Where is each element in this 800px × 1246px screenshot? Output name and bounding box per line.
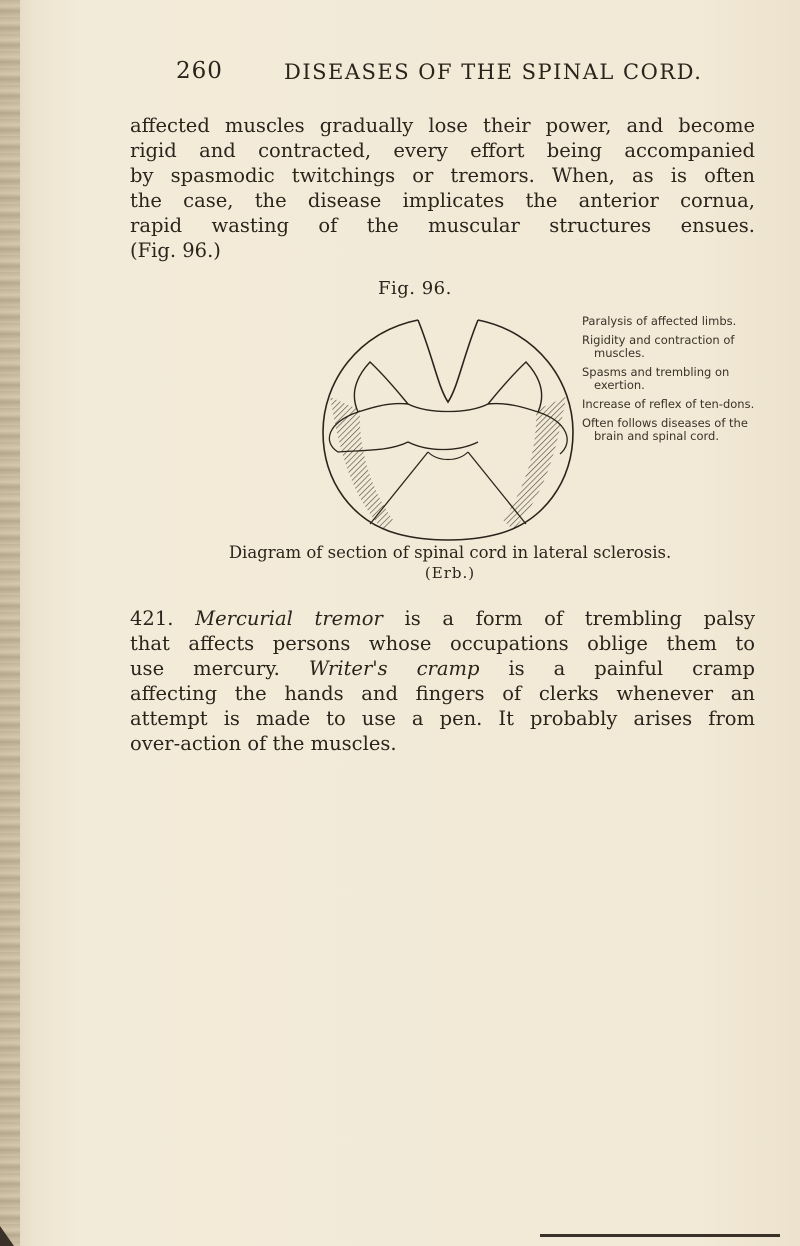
paragraph-line bbox=[130, 656, 755, 681]
page-gutter-shadow bbox=[0, 0, 20, 1246]
paragraph-1 bbox=[130, 113, 755, 263]
hatched-region-right bbox=[503, 397, 566, 530]
cord-outline bbox=[323, 320, 573, 540]
legend-item: Spasms and trembling on exertion. bbox=[582, 365, 730, 392]
running-head: DISEASES OF THE SPINAL CORD. bbox=[284, 60, 703, 84]
paragraph-line: over-action of the muscles. bbox=[130, 732, 397, 755]
line-text: is a form of trembling palsy bbox=[404, 607, 755, 630]
legend-item: Often follows diseases of the brain and spinal cord. bbox=[582, 416, 748, 443]
posterior-horn-right bbox=[468, 452, 526, 524]
paragraph-line bbox=[130, 606, 755, 631]
legend-item: Paralysis of affected limbs. bbox=[582, 314, 737, 328]
paragraph-line: attempt is made to use a pen. It probably arises from bbox=[130, 707, 755, 730]
paragraph-line: that affects persons whose occupations oblige them to bbox=[130, 632, 755, 655]
hatched-region-left bbox=[330, 397, 393, 530]
bottom-edge-rule bbox=[540, 1234, 780, 1237]
grey-matter-horn-left-upper bbox=[354, 362, 408, 412]
paragraph-line: (Fig. 96.) bbox=[130, 239, 221, 262]
caption-attribution: (Erb.) bbox=[424, 564, 476, 582]
posterior-median bbox=[428, 452, 468, 460]
term-writers-cramp: Writer's cramp bbox=[308, 657, 480, 680]
grey-matter-horn-right-upper bbox=[488, 362, 542, 412]
spinal-cord-diagram bbox=[298, 302, 598, 542]
paragraph-line: rigid and contracted, every effort being accompanied bbox=[130, 139, 755, 162]
term-mercurial-tremor: Mercurial tremor bbox=[195, 607, 383, 630]
figure-legend bbox=[582, 315, 772, 449]
anterior-fissure bbox=[418, 320, 478, 402]
paragraph-421 bbox=[130, 606, 755, 756]
paragraph-line: affected muscles gradually lose their power, and become bbox=[130, 114, 755, 137]
posterior-horn-left bbox=[370, 452, 428, 524]
legend-item: Increase of reflex of ten-dons. bbox=[582, 397, 755, 411]
grey-matter-commissure bbox=[408, 404, 488, 412]
line-text: is a painful cramp bbox=[508, 657, 755, 680]
caption-text: Diagram of section of spinal cord in lateral sclerosis. bbox=[228, 543, 672, 562]
figure-label: Fig. 96. bbox=[378, 278, 452, 299]
section-number: 421. bbox=[130, 607, 174, 630]
paragraph-line: rapid wasting of the muscular structures ensues. bbox=[130, 214, 755, 237]
line-text: use mercury. bbox=[130, 657, 280, 680]
page-header bbox=[176, 58, 736, 88]
paragraph-line: by spasmodic twitchings or tremors. When, as is often bbox=[130, 164, 755, 187]
paragraph-line: the case, the disease implicates the anterior cornua, bbox=[130, 189, 755, 212]
figure-caption bbox=[150, 543, 750, 583]
paragraph-line: affecting the hands and fingers of clerks whenever an bbox=[130, 682, 755, 705]
page-number: 260 bbox=[176, 58, 223, 84]
legend-item: Rigidity and contraction of muscles. bbox=[582, 333, 735, 360]
